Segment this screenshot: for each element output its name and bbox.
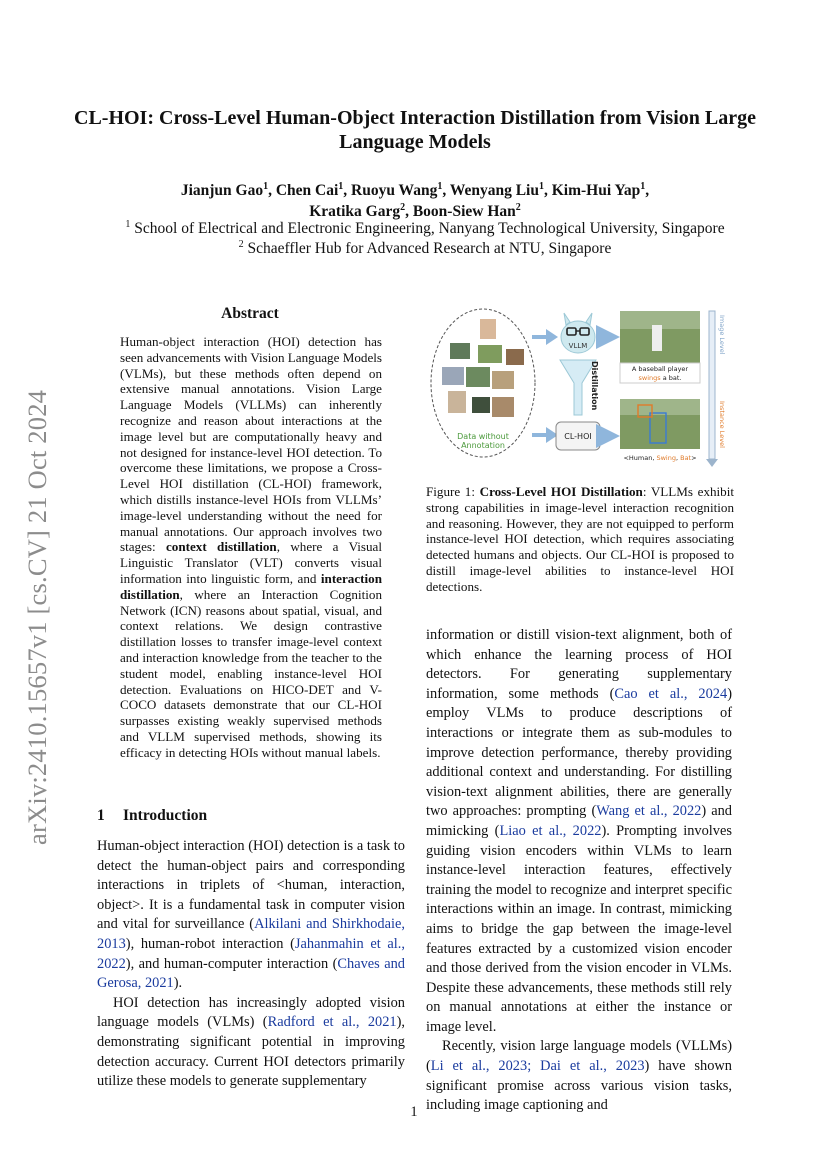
citation-link[interactable]: Wang et al., 2022 [596, 803, 702, 820]
svg-text:swings a bat.: swings a bat. [638, 374, 682, 382]
svg-text:A baseball player: A baseball player [631, 365, 689, 373]
page-number: 1 [410, 1104, 418, 1120]
author: Jianjun Gao$^1$ [180, 180, 269, 199]
clhoi-label: CL-HOI [564, 432, 592, 441]
citation-link[interactable]: Liao et al., 2022 [499, 822, 602, 839]
section-heading-introduction: 1 Introduction [97, 807, 208, 824]
hoi-triplet-label: <Human, Swing, Bat> [623, 454, 697, 462]
citation-link[interactable]: Jahanmahin et al., 2022 [97, 935, 405, 972]
paragraph: Human-object interaction (HOI) detection is a task to detect the human-object pairs and corresponding interactions in triplets of <human, interaction, object>. It is a fundamental task in computer vision and vital for surveillance (Alkilani and Shirkhodaie, 2013), human-robot interaction (Jahanmahin et al., 2022), and human-computer interaction (Chaves and Gerosa, 2021). [97, 838, 406, 992]
image-level-label: Image Level [718, 315, 726, 355]
level-arrow [709, 311, 715, 459]
arrow-to-clhoi [532, 427, 558, 443]
affiliation: $^2$ Schaeffler Hub for Advanced Research at NTU, Singapore [238, 238, 612, 257]
affiliation: $^1$ School of Electrical and Electronic Engineering, Nanyang Technological University, Singapore [125, 218, 725, 237]
citation-link[interactable]: Cao et al., 2024 [614, 685, 728, 702]
citation-link[interactable]: Li et al., 2023; Dai et al., 2023 [430, 1058, 645, 1075]
arxiv-identifier-stamp: arXiv:2410.15657v1 [cs.CV] 21 Oct 2024 [22, 389, 52, 845]
author: Kim-Hui Yap$^1$ [551, 180, 646, 199]
vllm-label: VLLM [568, 342, 588, 350]
citation-link[interactable]: Radford et al., 2021 [267, 1014, 397, 1031]
paper-title: CL-HOI: Cross-Level Human-Object Interaction Distillation from Vision Large Language Models [74, 107, 756, 153]
figure-1-diagram [428, 305, 728, 475]
citation-link[interactable]: Chaves and Gerosa, 2021 [97, 955, 406, 992]
introduction-right-column [426, 626, 732, 1116]
dataset-photo-thumbnails [442, 319, 524, 417]
author: Ruoyu Wang$^1$ [351, 180, 443, 199]
instance-level-label: Instance Level [718, 401, 726, 448]
author: Kratika Garg$^2$ [309, 201, 406, 220]
paragraph: HOI detection has increasingly adopted vision language models (VLMs) (Radford et al., 2021), demonstrating significant potential in improving detection accuracy. Current HOI detectors primarily utilize these models to generate supplementary [97, 994, 406, 1090]
paragraph: Recently, vision large language models (VLLMs) (Li et al., 2023; Dai et al., 2023) have shown significant promise across various vision tasks, including image captioning and [426, 1038, 732, 1114]
affiliation-list [60, 219, 790, 259]
abstract-heading: Abstract [221, 305, 279, 322]
data-without-annotation-label: Data without [457, 432, 509, 441]
distillation-label: Distillation [590, 361, 599, 411]
data-without-annotation-label: Annotation [461, 441, 505, 450]
author-list: Jianjun Gao$^1$, Chen Cai$^1$, Ruoyu Wang$^1$, Wenyang Liu$^1$, Kim-Hui Yap$^1$, Kratika Garg$^2$, Boon-Siew Han$^2$ [180, 180, 650, 220]
introduction-left-column [97, 837, 405, 1092]
author: Wenyang Liu$^1$ [449, 180, 544, 199]
abstract-body: Human-object interaction (HOI) detection has seen advancements with Vision Language Models (VLMs), but these methods often depend on extensive manual annotations. Vision Large Language Models (VLLMs) can inherently recognize and reason about interactions at the image level but are computationally heavy and not designed for instance-level HOI detection. To overcome these limitations, we propose a Cross-Level HOI distillation (CL-HOI) framework, which distills instance-level HOIs from VLLMs’ image-level understanding without the need for manual annotations. Our approach involves two stages: context distillation, where a Visual Linguistic Translator (VLT) converts visual information into linguistic form, and interaction distillation, where an Interaction Cognition Network (ICN) reasons about spatial, visual, and context relations. We design contrastive distillation losses to transfer image-level context and interaction knowledge from the teacher to the student model, enabling instance-level HOI detection. Evaluations on HICO-DET and V-COCO datasets demonstrate that our CL-HOI surpasses existing weakly supervised methods and VLLM supervised methods, showing its efficacy in detecting HOIs without manual labels. [120, 334, 382, 760]
figure-1-caption: Figure 1: Cross-Level HOI Distillation: VLLMs exhibit strong capabilities in image-level interaction recognition and reasoning. However, they are not equipped to perform instance-level HOI detection, which requires associating detected humans and objects. Our CL-HOI is proposed to distill image-level abilities to instance-level HOI detections. [426, 484, 734, 594]
arrow-to-vllm [532, 329, 558, 345]
citation-link[interactable]: Alkilani and Shirkhodaie, 2013 [97, 916, 405, 952]
author: Chen Cai$^1$ [275, 180, 344, 199]
paragraph: information or distill vision-text alignment, both of which enhance the learning process of HOI detectors. For generating supplementary information, some methods (Cao et al., 2024) employ VLMs to produce descriptions of interactions or integrate them as sub-modules to improve detection performance, thereby providing additional context and understanding. For distilling vision-text alignment abilities, there are generally two approaches: prompting (Wang et al., 2022) and mimicking (Liao et al., 2022). Prompting involves guiding vision encoders within VLMs to learn instance-level interaction features, effectively training the model to recognize and interpret specific interactions within an image. In contrast, mimicking aims to bridge the gap between the image-level features extracted by a customized vision encoder and those derived from the vision encoder in VLMs. Despite these advancements, these methods still rely on manual annotations at either the instance or image level. [426, 627, 733, 1035]
author: Boon-Siew Han$^2$ [412, 201, 521, 220]
